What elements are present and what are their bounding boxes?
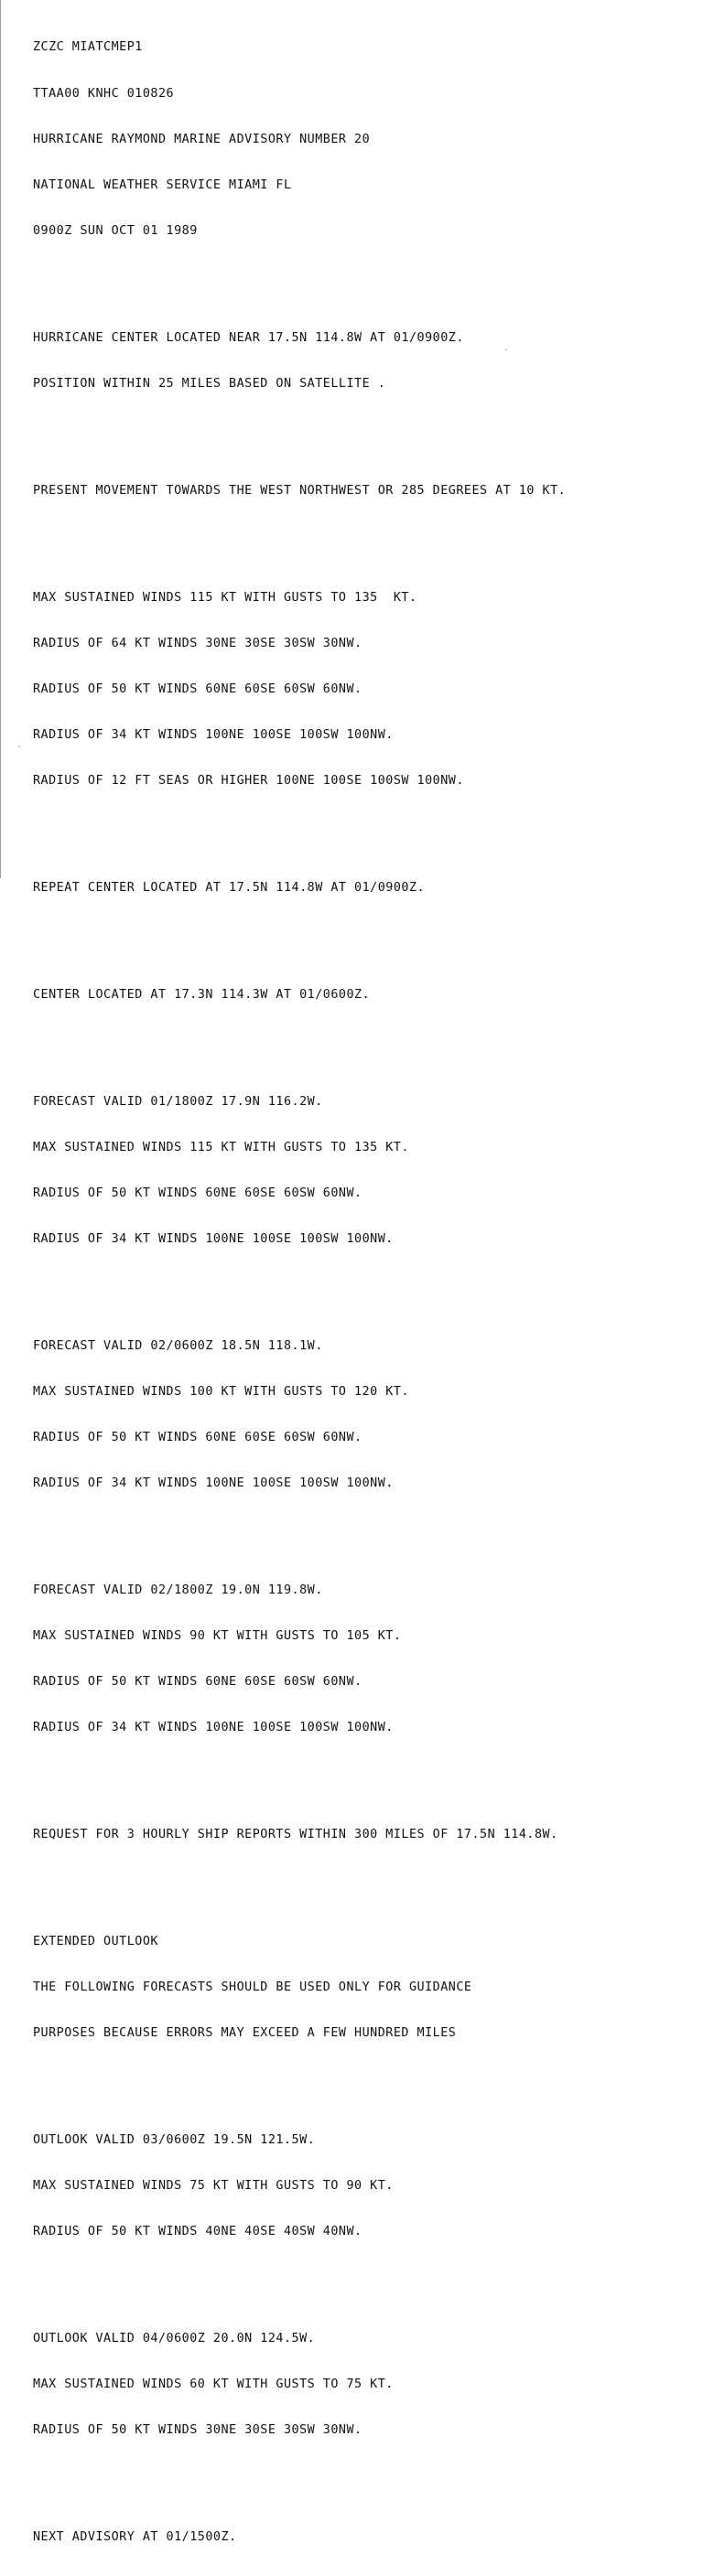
wind-radius-line: RADIUS OF 64 KT WINDS 30NE 30SE 30SW 30NW. (33, 636, 362, 650)
scan-speck (505, 349, 507, 350)
forecast-valid-line: FORECAST VALID 01/1800Z 17.9N 116.2W. (33, 1094, 323, 1109)
outlook-valid-line: OUTLOOK VALID 03/0600Z 19.5N 121.5W. (33, 2133, 316, 2148)
spacer (33, 2469, 696, 2485)
wind-radius-line: RADIUS OF 34 KT WINDS 100NE 100SE 100SW 100NW. (33, 727, 394, 742)
outlook-radius-line: RADIUS OF 50 KT WINDS 40NE 40SE 40SW 40NW. (33, 2225, 362, 2239)
spacer (33, 1522, 696, 1538)
next-advisory-line: NEXT ADVISORY AT 01/1500Z. (33, 2530, 237, 2545)
repeat-center-line: REPEAT CENTER LOCATED AT 17.5N 114.8W AT 01/0900Z. (33, 880, 426, 895)
page-edge-rule (0, 0, 1, 878)
spacer (33, 270, 696, 285)
extended-outlook-heading: EXTENDED OUTLOOK (33, 1935, 158, 1948)
forecast-winds-line: MAX SUSTAINED WINDS 90 KT WITH GUSTS TO 105 KT. (33, 1629, 402, 1644)
center-position-line: HURRICANE CENTER LOCATED NEAR 17.5N 114.8W AT 01/0900Z. (33, 330, 464, 345)
outlook-winds-line: MAX SUSTAINED WINDS 75 KT WITH GUSTS TO 90 KT. (33, 2179, 394, 2194)
advisory-title: HURRICANE RAYMOND MARINE ADVISORY NUMBER 20 (33, 132, 371, 146)
header-line: TTAA00 KNHC 010826 (33, 86, 175, 101)
spacer (33, 423, 696, 438)
spacer (33, 1873, 696, 1889)
forecast-valid-line: FORECAST VALID 02/1800Z 19.0N 119.8W. (33, 1583, 323, 1597)
spacer (33, 1034, 696, 1049)
forecast-valid-line: FORECAST VALID 02/0600Z 18.5N 118.1W. (33, 1338, 323, 1353)
forecast-radius-line: RADIUS OF 34 KT WINDS 100NE 100SE 100SW 100NW. (33, 1476, 394, 1491)
outlook-winds-line: MAX SUSTAINED WINDS 60 KT WITH GUSTS TO 75 KT. (33, 2377, 394, 2392)
forecast-winds-line: MAX SUSTAINED WINDS 100 KT WITH GUSTS TO 120 KT. (33, 1384, 409, 1399)
guidance-note-line: THE FOLLOWING FORECASTS SHOULD BE USED ONLY FOR GUIDANCE (33, 1980, 472, 1995)
forecast-radius-line: RADIUS OF 50 KT WINDS 60NE 60SE 60SW 60NW. (33, 1675, 362, 1690)
issuing-office: NATIONAL WEATHER SERVICE MIAMI FL (33, 177, 292, 192)
header-line: ZCZC MIATCMEP1 (33, 40, 143, 55)
spacer (33, 820, 696, 835)
wind-radius-line: RADIUS OF 50 KT WINDS 60NE 60SE 60SW 60NW. (33, 682, 362, 696)
forecast-radius-line: RADIUS OF 50 KT WINDS 60NE 60SE 60SW 60NW. (33, 1186, 362, 1200)
outlook-radius-line: RADIUS OF 50 KT WINDS 30NE 30SE 30SW 30NW. (33, 2423, 362, 2438)
forecast-radius-line: RADIUS OF 34 KT WINDS 100NE 100SE 100SW 100NW. (33, 1721, 394, 1735)
spacer (33, 1278, 696, 1293)
forecast-radius-line: RADIUS OF 50 KT WINDS 60NE 60SE 60SW 60NW. (33, 1430, 362, 1444)
ship-report-request-line: REQUEST FOR 3 HOURLY SHIP REPORTS WITHIN 300 MILES OF 17.5N 114.8W. (33, 1828, 558, 1842)
movement-line: PRESENT MOVEMENT TOWARDS THE WEST NORTHWEST OR 285 DEGREES AT 10 KT. (33, 483, 567, 498)
spacer (33, 927, 696, 942)
spacer (33, 2072, 696, 2088)
issue-time: 0900Z SUN OCT 01 1989 (33, 223, 198, 238)
forecast-winds-line: MAX SUSTAINED WINDS 115 KT WITH GUSTS TO 135 KT. (33, 1140, 409, 1154)
position-accuracy-line: POSITION WITHIN 25 MILES BASED ON SATELLITE . (33, 376, 386, 391)
spacer (33, 530, 696, 545)
scan-speck (18, 746, 20, 747)
max-winds-line: MAX SUSTAINED WINDS 115 KT WITH GUSTS TO 135 KT. (33, 590, 417, 605)
seas-radius-line: RADIUS OF 12 FT SEAS OR HIGHER 100NE 100SE 100SW 100NW. (33, 773, 464, 788)
advisory-text (33, 10, 696, 2576)
spacer (33, 1766, 696, 1782)
guidance-note-line: PURPOSES BECAUSE ERRORS MAY EXCEED A FEW HUNDRED MILES (33, 2026, 457, 2041)
spacer (33, 2270, 696, 2286)
forecast-radius-line: RADIUS OF 34 KT WINDS 100NE 100SE 100SW 100NW. (33, 1231, 394, 1246)
earlier-center-line: CENTER LOCATED AT 17.3N 114.3W AT 01/0600Z. (33, 987, 371, 1002)
outlook-valid-line: OUTLOOK VALID 04/0600Z 20.0N 124.5W. (33, 2332, 316, 2346)
